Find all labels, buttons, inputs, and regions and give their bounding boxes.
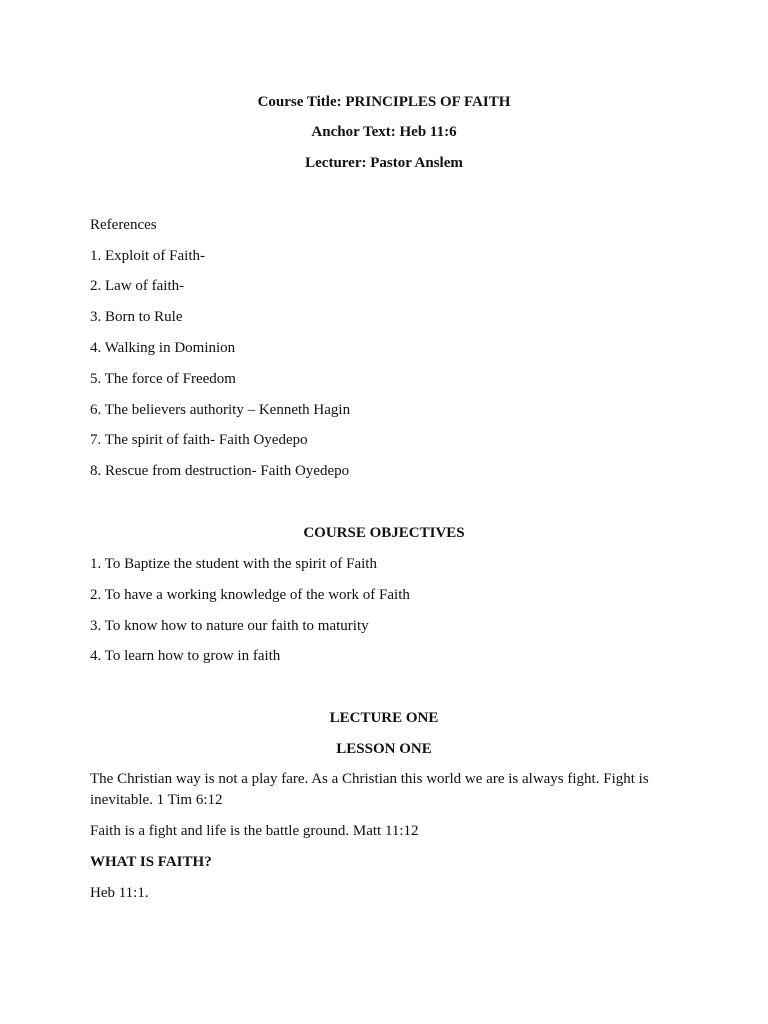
reference-item: 4. Walking in Dominion (90, 340, 236, 356)
reference-item: 8. Rescue from destruction- Faith Oyedepo (90, 463, 350, 479)
anchor-text: Anchor Text: Heb 11:6 (311, 124, 457, 140)
objective-item: 2. To have a working knowledge of the work of Faith (90, 587, 410, 603)
reference-item: 5. The force of Freedom (90, 371, 236, 387)
reference-item: 2. Law of faith- (90, 278, 185, 294)
objective-item: 3. To know how to nature our faith to maturity (90, 618, 369, 634)
reference-item: 3. Born to Rule (90, 309, 183, 325)
lesson-heading: LESSON ONE (336, 741, 432, 757)
objective-item: 1. To Baptize the student with the spirit of Faith (90, 556, 377, 572)
lecture-paragraph: Faith is a fight and life is the battle ground. Matt 11:12 (90, 823, 419, 839)
lecture-paragraph: The Christian way is not a play fare. As a Christian this world we are is always fight. Fight is inevitable. 1 Tim 6:12 (90, 771, 649, 808)
references-heading: References (90, 217, 157, 233)
reference-item: 1. Exploit of Faith- (90, 248, 205, 264)
lecture-heading: LECTURE ONE (329, 710, 439, 726)
reference-item: 7. The spirit of faith- Faith Oyedepo (90, 432, 308, 448)
objectives-heading: COURSE OBJECTIVES (303, 525, 465, 541)
verse-reference: Heb 11:1. (90, 885, 149, 901)
course-title: Course Title: PRINCIPLES OF FAITH (257, 94, 511, 110)
lecturer: Lecturer: Pastor Anslem (305, 155, 463, 171)
faith-question-heading: WHAT IS FAITH? (90, 854, 212, 870)
reference-item: 6. The believers authority – Kenneth Hagin (90, 402, 351, 418)
objective-item: 4. To learn how to grow in faith (90, 648, 281, 664)
